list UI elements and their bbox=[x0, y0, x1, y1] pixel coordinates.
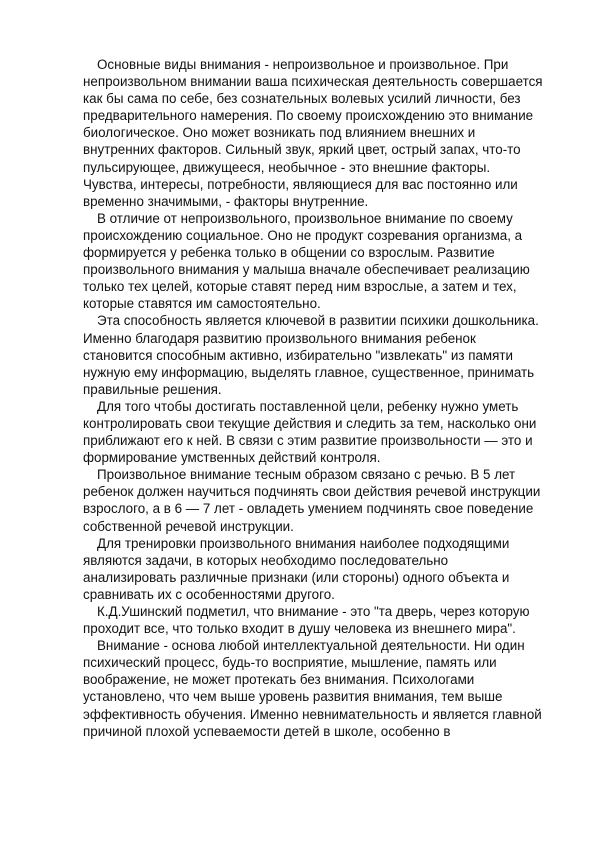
paragraph: В отличие от непроизвольного, произвольное внимание по своему происхождению социальное. Оно не продукт созревания организма, а формируется у ребенка только в общении со взрослым. Развитие произвольного внимания у малыша вначале обеспечивает реализацию только тех целей, которые ставят перед ним взрослые, а затем и тех, которые ставятся им самостоятельно. bbox=[83, 210, 530, 312]
paragraph: Произвольное внимание тесным образом связано с речью. В 5 лет ребенок должен научиться подчинять свои действия речевой инструкции взрослого, а в 6 — 7 лет - овладеть умением подчинять свое поведение собственной речевой инструкции. bbox=[83, 467, 541, 534]
paragraph: Для тренировки произвольного внимания наиболее подходящими являются задачи, в которых необходимо последовательно анализировать различные признаки (или стороны) одного объекта и сравнивать их с особенностями другого. bbox=[83, 535, 510, 602]
paragraph: Основные виды внимания - непроизвольное и произвольное. При непроизвольном внимании ваша психическая деятельность совершается как бы сама по себе, без сознательных волевых усилий личности, без предварительного намерения. По своему происхождению это внимание биологическое. Оно может возникать под влиянием внешних и внутренних факторов. Сильный звук, яркий цвет, острый запах, что-то пульсирующее, движущееся, необычное - это внешние факторы. Чувства, интересы, потребности, являющиеся для вас постоянно или временно значимыми, - факторы внутренние. bbox=[83, 57, 543, 209]
paragraph: Эта способность является ключевой в развитии психики дошкольника. Именно благодаря развитию произвольного внимания ребенок становится способным активно, избирательно "извлекать" из памяти нужную ему информацию, выделять главное, существенное, принимать правильные решения. bbox=[83, 313, 539, 397]
paragraph: К.Д.Ушинский подметил, что внимание - это "та дверь, через которую проходит все, что только входит в душу человека из внешнего мира". bbox=[83, 604, 530, 637]
paragraph: Внимание - основа любой интеллектуальной деятельности. Ни один психический процесс, будь-то восприятие, мышление, память или воображение, не может протекать без внимания. Психологами установлено, что чем выше уровень развития внимания, тем выше эффективность обучения. Именно невнимательность и является главной причиной плохой успеваемости детей в школе, особенно в bbox=[83, 638, 542, 739]
paragraph: Для того чтобы достигать поставленной цели, ребенку нужно уметь контролировать свои текущие действия и следить за тем, насколько они приближают его к ней. В связи с этим развитие произвольности — это и формирование умственных действий контроля. bbox=[83, 398, 537, 466]
document-page bbox=[83, 56, 543, 740]
